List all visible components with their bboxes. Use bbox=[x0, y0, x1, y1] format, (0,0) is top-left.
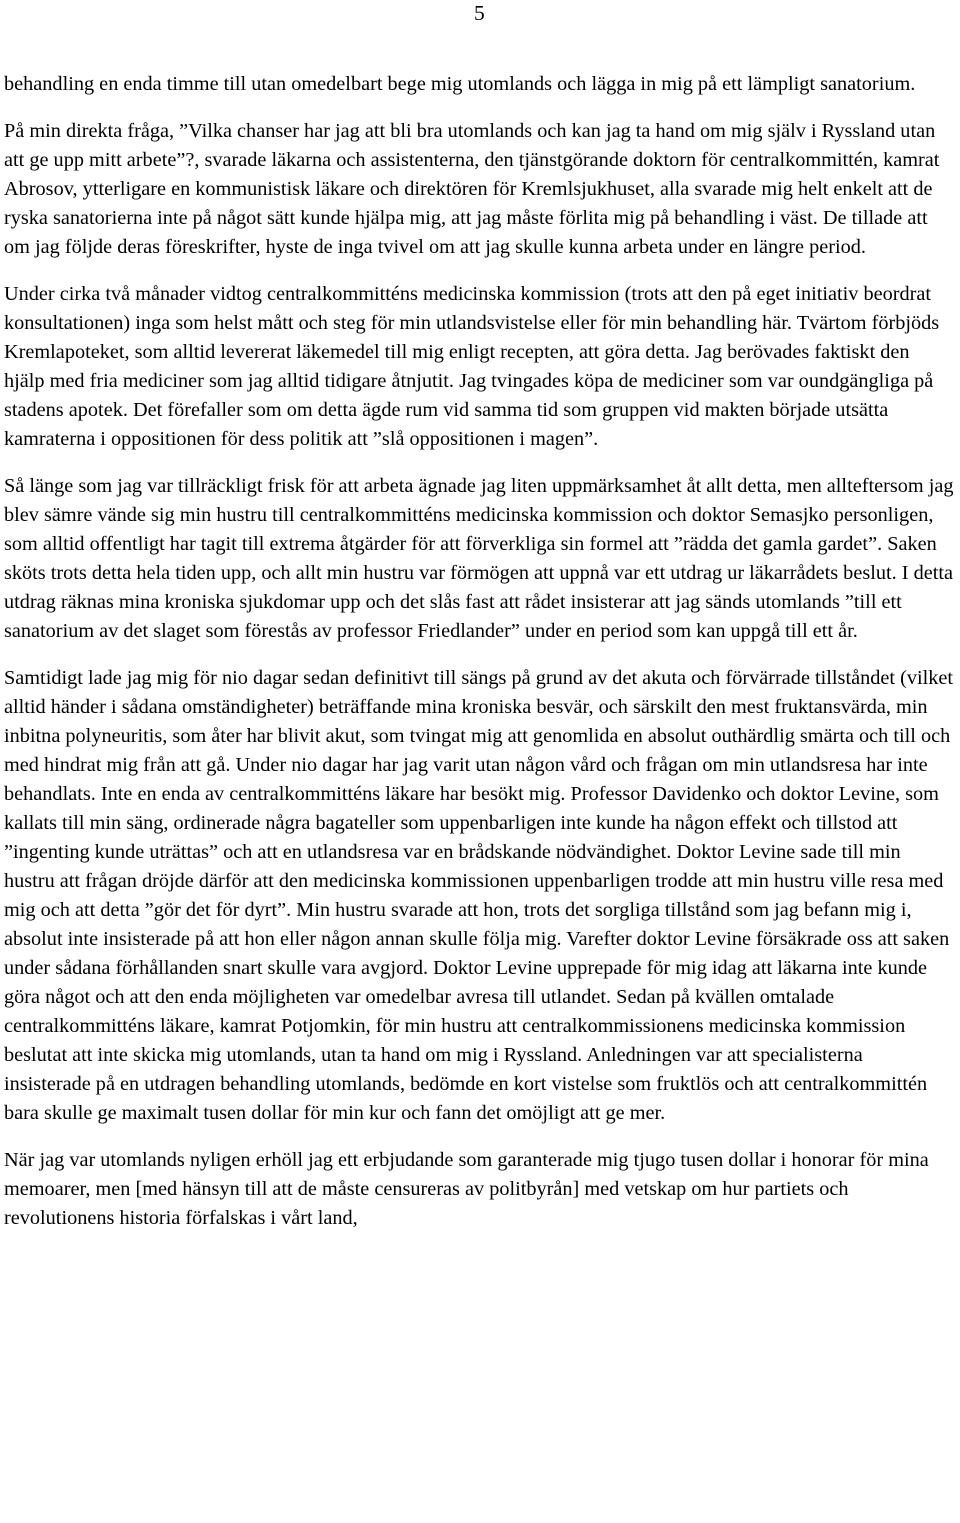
paragraph: När jag var utomlands nyligen erhöll jag ett erbjudande som garanterade mig tjugo tusen dollar i honorar för mina memoarer, men [med hänsyn till att de måste censureras av politbyrån] med vetskap om hur partiets och revolutionens historia förfalskas i vårt land, bbox=[4, 1149, 929, 1229]
body-text bbox=[4, 70, 954, 1251]
paragraph: Under cirka två månader vidtog centralkommitténs medicinska kommission (trots att den på eget initiativ beordrat konsultationen) inga som helst mått och steg för min utlandsvistelse eller för min behandling här. Tvärtom förbjöds Kremlapoteket, som alltid levererat läkemedel till mig enligt recepten, att göra detta. Jag berövades faktiskt den hjälp med fria mediciner som jag alltid tidigare åtnjutit. Jag tvingades köpa de mediciner som var oundgängliga på stadens apotek. Det förefaller som om detta ägde rum vid samma tid som gruppen vid makten började utsätta kamraterna i oppositionen för dess politik att ”slå oppositionen i magen”. bbox=[4, 283, 940, 450]
page-number: 5 bbox=[474, 1, 485, 25]
paragraph: behandling en enda timme till utan omedelbart bege mig utomlands och lägga in mig på ett lämpligt sanatorium. bbox=[4, 73, 916, 95]
paragraph: På min direkta fråga, ”Vilka chanser har jag att bli bra utomlands och kan jag ta hand om mig själv i Ryssland utan att ge upp mitt arbete”?, svarade läkarna och assistenterna, den tjänstgörande doktorn för centralkommittén, kamrat Abrosov, ytterligare en kommunistisk läkare och direktören för Kremlsjukhuset, alla svarade mig helt enkelt att de ryska sanatorierna inte på något sätt kunde hjälpa mig, att jag måste förlita mig på behandling i väst. De tillade att om jag följde deras föreskrifter, hyste de inga tvivel om att jag skulle kunna arbeta under en längre period. bbox=[4, 120, 940, 258]
paragraph: Så länge som jag var tillräckligt frisk för att arbeta ägnade jag liten uppmärksamhet åt allt detta, men allteftersom jag blev sämre vände sig min hustru till centralkommitténs medicinska kommission och doktor Semasjko personligen, som alltid offentligt har tagit till extrema åtgärder för att förverkliga sin formel att ”rädda det gamla gardet”. Saken sköts trots detta hela tiden upp, och allt min hustru var förmögen att uppnå var ett utdrag ur läkarrådets beslut. I detta utdrag räknas mina kroniska sjukdomar upp och det slås fast att rådet insisterar att jag sänds utomlands ”till ett sanatorium av det slaget som förestås av professor Friedlander” under en period som kan uppgå till ett år. bbox=[4, 475, 954, 642]
paragraph: Samtidigt lade jag mig för nio dagar sedan definitivt till sängs på grund av det akuta och förvärrade tillståndet (vilket alltid händer i sådana omständigheter) beträffande mina kroniska besvär, och särskilt den mest fruktansvärda, min inbitna polyneuritis, som åter har blivit akut, som tvingat mig att genomlida en absolut outhärdlig smärta och till och med hindrat mig från att gå. Under nio dagar har jag varit utan någon vård och frågan om min utlandsresa har inte behandlats. Inte en enda av centralkommitténs läkare har besökt mig. Professor Davidenko och doktor Levine, som kallats till min säng, ordinerade några bagateller som uppenbarligen inte kunde ha någon effekt och tillstod att ”ingenting kunde uträttas” och att en utlandsresa var en brådskande nödvändighet. Doktor Levine sade till min hustru att frågan dröjde därför att den medicinska kommissionen uppenbarligen trodde att min hustru ville resa med mig och att detta ”gör det för dyrt”. Min hustru svarade att hon, trots det sorgliga tillstånd som jag befann mig i, absolut inte insisterade på att hon eller någon annan skulle följa mig. Varefter doktor Levine försäkrade oss att saken under sådana förhållanden snart skulle vara avgjord. Doktor Levine upprepade för mig idag att läkarna inte kunde göra något och att den enda möjligheten var omedelbar avresa till utlandet. Sedan på kvällen omtalade centralkommitténs läkare, kamrat Potjomkin, för min hustru att centralkommissionens medicinska kommission beslutat att inte skicka mig utomlands, utan ta hand om mig i Ryssland. Anledningen var att specialisterna insisterade på en utdragen behandling utomlands, bedömde en kort vistelse som fruktlös och att centralkommittén bara skulle ge maximalt tusen dollar för min kur och fann det omöjligt att ge mer. bbox=[4, 667, 954, 1124]
